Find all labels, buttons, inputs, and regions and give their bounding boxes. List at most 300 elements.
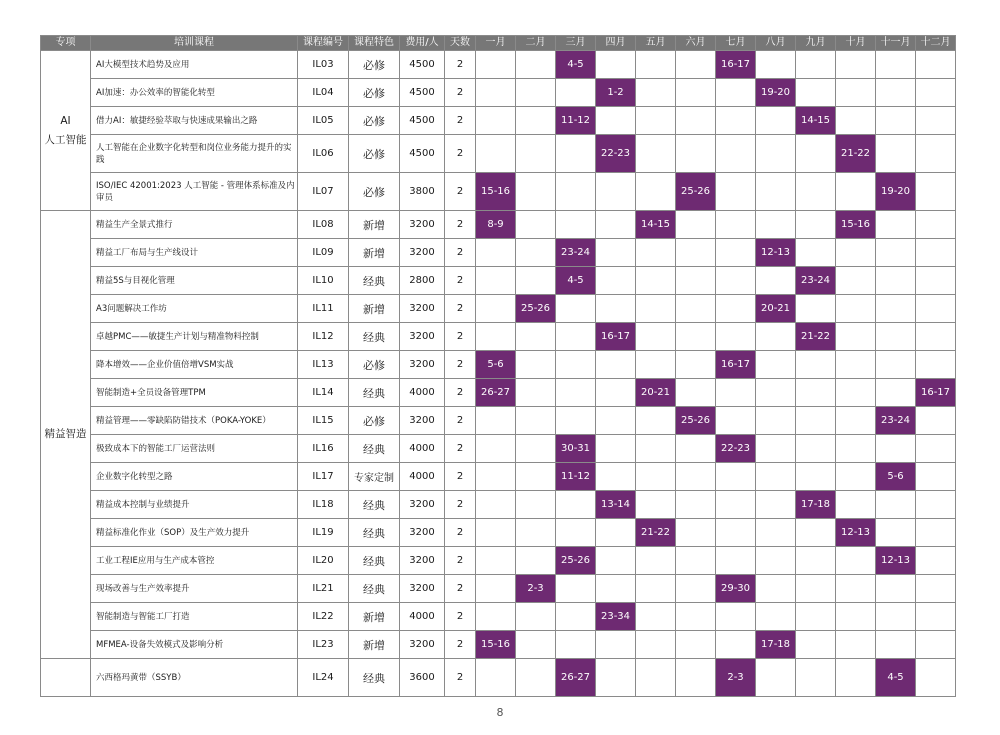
course-code: IL13: [298, 351, 349, 379]
category-label: AI: [60, 114, 71, 127]
schedule-empty: [596, 407, 636, 435]
schedule-empty: [756, 135, 796, 173]
course-fee: 4500: [400, 51, 445, 79]
schedule-empty: [676, 659, 716, 697]
course-name: ISO/IEC 42001:2023 人工智能 - 管理体系标准及内审员: [91, 173, 298, 211]
schedule-empty: [836, 575, 876, 603]
course-name: 现场改善与生产效率提升: [91, 575, 298, 603]
schedule-empty: [796, 547, 836, 575]
schedule-empty: [876, 575, 916, 603]
schedule-empty: [476, 519, 516, 547]
schedule-empty: [836, 239, 876, 267]
schedule-empty: [676, 107, 716, 135]
schedule-empty: [556, 519, 596, 547]
schedule-empty: [756, 463, 796, 491]
course-name: 精益生产全景式推行: [91, 211, 298, 239]
schedule-empty: [716, 267, 756, 295]
course-days: 2: [445, 547, 476, 575]
schedule-empty: [476, 547, 516, 575]
schedule-empty: [756, 491, 796, 519]
course-fee: 3200: [400, 407, 445, 435]
schedule-empty: [636, 435, 676, 463]
course-fee: 3200: [400, 491, 445, 519]
schedule-empty: [836, 267, 876, 295]
header-month: 五月: [636, 36, 676, 51]
table-row: [41, 407, 956, 435]
header-month: 七月: [716, 36, 756, 51]
course-days: 2: [445, 491, 476, 519]
schedule-date: 12-13: [836, 519, 876, 547]
schedule-empty: [916, 211, 956, 239]
schedule-empty: [476, 79, 516, 107]
header-month: 四月: [596, 36, 636, 51]
course-code: IL16: [298, 435, 349, 463]
schedule-empty: [636, 135, 676, 173]
schedule-empty: [836, 435, 876, 463]
schedule-empty: [676, 79, 716, 107]
header-month: 八月: [756, 36, 796, 51]
course-feature: 经典: [349, 519, 400, 547]
schedule-empty: [916, 267, 956, 295]
schedule-empty: [836, 631, 876, 659]
schedule-empty: [916, 239, 956, 267]
schedule-empty: [476, 107, 516, 135]
schedule-date: 11-12: [556, 463, 596, 491]
training-schedule-table: [40, 35, 956, 697]
schedule-empty: [916, 603, 956, 631]
schedule-empty: [516, 51, 556, 79]
category-cell: [41, 659, 91, 697]
schedule-empty: [876, 379, 916, 407]
schedule-empty: [636, 491, 676, 519]
schedule-empty: [676, 239, 716, 267]
schedule-empty: [756, 659, 796, 697]
course-feature: 必修: [349, 173, 400, 211]
schedule-empty: [836, 107, 876, 135]
schedule-date: 12-13: [756, 239, 796, 267]
course-feature: 专家定制: [349, 463, 400, 491]
schedule-empty: [876, 79, 916, 107]
schedule-date: 11-12: [556, 107, 596, 135]
table-row: [41, 351, 956, 379]
course-days: 2: [445, 407, 476, 435]
schedule-empty: [916, 547, 956, 575]
schedule-empty: [876, 435, 916, 463]
schedule-empty: [796, 435, 836, 463]
schedule-empty: [876, 51, 916, 79]
schedule-empty: [836, 323, 876, 351]
course-code: IL18: [298, 491, 349, 519]
course-name: 企业数字化转型之路: [91, 463, 298, 491]
header-month: 十月: [836, 36, 876, 51]
course-code: IL06: [298, 135, 349, 173]
schedule-date: 17-18: [756, 631, 796, 659]
course-fee: 4500: [400, 107, 445, 135]
schedule-date: 29-30: [716, 575, 756, 603]
table-row: [41, 135, 956, 173]
schedule-empty: [516, 173, 556, 211]
schedule-empty: [916, 575, 956, 603]
schedule-date: 1-2: [596, 79, 636, 107]
schedule-empty: [916, 463, 956, 491]
schedule-empty: [716, 631, 756, 659]
course-code: IL21: [298, 575, 349, 603]
schedule-empty: [796, 659, 836, 697]
table-row: [41, 463, 956, 491]
course-feature: 新增: [349, 631, 400, 659]
header-category: 专项: [41, 36, 91, 51]
course-name: 智能制造与智能工厂打造: [91, 603, 298, 631]
schedule-date: 15-16: [836, 211, 876, 239]
schedule-empty: [876, 603, 916, 631]
schedule-empty: [796, 135, 836, 173]
schedule-date: 12-13: [876, 547, 916, 575]
course-fee: 3800: [400, 173, 445, 211]
schedule-empty: [596, 295, 636, 323]
schedule-date: 13-14: [596, 491, 636, 519]
schedule-date: 26-27: [556, 659, 596, 697]
schedule-empty: [916, 323, 956, 351]
schedule-empty: [676, 575, 716, 603]
schedule-empty: [516, 463, 556, 491]
course-fee: 3200: [400, 631, 445, 659]
schedule-empty: [556, 379, 596, 407]
schedule-empty: [596, 463, 636, 491]
schedule-date: 23-34: [596, 603, 636, 631]
schedule-date: 21-22: [636, 519, 676, 547]
schedule-date: 16-17: [596, 323, 636, 351]
schedule-empty: [676, 211, 716, 239]
header-code: 课程编号: [298, 36, 349, 51]
schedule-empty: [916, 79, 956, 107]
schedule-empty: [836, 351, 876, 379]
course-name: 工业工程IE应用与生产成本管控: [91, 547, 298, 575]
schedule-date: 23-24: [556, 239, 596, 267]
course-feature: 必修: [349, 107, 400, 135]
course-code: IL24: [298, 659, 349, 697]
schedule-empty: [716, 547, 756, 575]
schedule-empty: [516, 107, 556, 135]
course-days: 2: [445, 211, 476, 239]
schedule-empty: [756, 323, 796, 351]
course-name: 精益标准化作业（SOP）及生产效力提升: [91, 519, 298, 547]
schedule-empty: [676, 547, 716, 575]
schedule-empty: [716, 603, 756, 631]
schedule-empty: [556, 211, 596, 239]
course-days: 2: [445, 435, 476, 463]
schedule-date: 5-6: [476, 351, 516, 379]
schedule-empty: [836, 659, 876, 697]
schedule-empty: [476, 135, 516, 173]
course-name: AI大模型技术趋势及应用: [91, 51, 298, 79]
schedule-empty: [596, 211, 636, 239]
schedule-empty: [796, 211, 836, 239]
schedule-empty: [836, 491, 876, 519]
schedule-empty: [636, 547, 676, 575]
table-row: [41, 295, 956, 323]
schedule-empty: [476, 323, 516, 351]
schedule-empty: [516, 267, 556, 295]
schedule-empty: [916, 135, 956, 173]
schedule-empty: [516, 407, 556, 435]
schedule-date: 25-26: [676, 407, 716, 435]
schedule-empty: [836, 547, 876, 575]
course-fee: 3600: [400, 659, 445, 697]
header-fee: 费用/人: [400, 36, 445, 51]
course-days: 2: [445, 267, 476, 295]
schedule-empty: [556, 173, 596, 211]
schedule-empty: [516, 659, 556, 697]
schedule-date: 8-9: [476, 211, 516, 239]
course-name: 降本增效——企业价值倍增VSM实战: [91, 351, 298, 379]
table-row: [41, 267, 956, 295]
schedule-empty: [476, 575, 516, 603]
schedule-empty: [796, 519, 836, 547]
schedule-empty: [556, 631, 596, 659]
schedule-empty: [516, 323, 556, 351]
schedule-empty: [876, 323, 916, 351]
schedule-empty: [756, 211, 796, 239]
schedule-empty: [636, 407, 676, 435]
schedule-empty: [636, 659, 676, 697]
schedule-date: 4-5: [876, 659, 916, 697]
schedule-date: 2-3: [516, 575, 556, 603]
course-name: 人工智能在企业数字化转型和岗位业务能力提升的实践: [91, 135, 298, 173]
category-label: 人工智能: [44, 133, 87, 146]
course-fee: 3200: [400, 211, 445, 239]
course-name: 精益成本控制与业绩提升: [91, 491, 298, 519]
course-feature: 经典: [349, 435, 400, 463]
table-row: [41, 379, 956, 407]
schedule-empty: [676, 463, 716, 491]
table-row: [41, 107, 956, 135]
course-days: 2: [445, 239, 476, 267]
schedule-empty: [636, 267, 676, 295]
schedule-empty: [916, 351, 956, 379]
course-code: IL09: [298, 239, 349, 267]
schedule-empty: [836, 379, 876, 407]
schedule-empty: [556, 79, 596, 107]
schedule-empty: [716, 407, 756, 435]
schedule-empty: [676, 491, 716, 519]
schedule-empty: [516, 603, 556, 631]
schedule-empty: [916, 107, 956, 135]
schedule-empty: [676, 631, 716, 659]
table-row: [41, 211, 956, 239]
schedule-empty: [596, 379, 636, 407]
course-feature: 新增: [349, 211, 400, 239]
schedule-empty: [796, 51, 836, 79]
schedule-empty: [716, 135, 756, 173]
course-fee: 3200: [400, 547, 445, 575]
schedule-empty: [556, 575, 596, 603]
course-feature: 必修: [349, 351, 400, 379]
schedule-empty: [796, 379, 836, 407]
schedule-empty: [596, 519, 636, 547]
schedule-empty: [596, 239, 636, 267]
schedule-date: 25-26: [676, 173, 716, 211]
schedule-date: 19-20: [756, 79, 796, 107]
schedule-empty: [796, 239, 836, 267]
course-code: IL12: [298, 323, 349, 351]
schedule-empty: [556, 491, 596, 519]
schedule-empty: [716, 379, 756, 407]
category-cell: [41, 51, 91, 211]
schedule-empty: [756, 435, 796, 463]
schedule-date: 21-22: [796, 323, 836, 351]
course-code: IL17: [298, 463, 349, 491]
course-code: IL14: [298, 379, 349, 407]
schedule-empty: [596, 659, 636, 697]
schedule-date: 19-20: [876, 173, 916, 211]
course-days: 2: [445, 295, 476, 323]
schedule-empty: [676, 519, 716, 547]
course-days: 2: [445, 463, 476, 491]
table-row: [41, 659, 956, 697]
course-days: 2: [445, 379, 476, 407]
schedule-empty: [716, 79, 756, 107]
table-row: [41, 603, 956, 631]
schedule-empty: [636, 631, 676, 659]
course-fee: 3200: [400, 239, 445, 267]
course-feature: 必修: [349, 135, 400, 173]
schedule-empty: [556, 135, 596, 173]
schedule-empty: [676, 603, 716, 631]
schedule-date: 20-21: [756, 295, 796, 323]
schedule-empty: [636, 603, 676, 631]
schedule-empty: [676, 323, 716, 351]
schedule-empty: [756, 407, 796, 435]
schedule-empty: [636, 323, 676, 351]
schedule-empty: [876, 519, 916, 547]
schedule-empty: [876, 631, 916, 659]
course-fee: 3200: [400, 575, 445, 603]
schedule-empty: [796, 295, 836, 323]
course-fee: 4500: [400, 79, 445, 107]
schedule-empty: [516, 491, 556, 519]
course-fee: 2800: [400, 267, 445, 295]
schedule-empty: [596, 631, 636, 659]
course-feature: 新增: [349, 295, 400, 323]
schedule-empty: [836, 79, 876, 107]
schedule-empty: [756, 519, 796, 547]
schedule-empty: [516, 211, 556, 239]
course-feature: 新增: [349, 603, 400, 631]
course-feature: 必修: [349, 407, 400, 435]
header-month: 十二月: [916, 36, 956, 51]
course-days: 2: [445, 107, 476, 135]
course-days: 2: [445, 659, 476, 697]
schedule-empty: [636, 463, 676, 491]
header-row: [41, 36, 956, 51]
course-code: IL23: [298, 631, 349, 659]
header-month: 九月: [796, 36, 836, 51]
schedule-empty: [916, 51, 956, 79]
course-name: AI加速：办公效率的智能化转型: [91, 79, 298, 107]
schedule-date: 22-23: [716, 435, 756, 463]
schedule-empty: [716, 173, 756, 211]
schedule-empty: [756, 547, 796, 575]
course-fee: 3200: [400, 295, 445, 323]
course-fee: 3200: [400, 351, 445, 379]
course-name: 卓越PMC——敏捷生产计划与精准物料控制: [91, 323, 298, 351]
course-code: IL08: [298, 211, 349, 239]
course-feature: 新增: [349, 239, 400, 267]
course-days: 2: [445, 631, 476, 659]
schedule-date: 25-26: [516, 295, 556, 323]
schedule-empty: [676, 135, 716, 173]
course-code: IL05: [298, 107, 349, 135]
course-code: IL19: [298, 519, 349, 547]
schedule-date: 17-18: [796, 491, 836, 519]
schedule-empty: [796, 575, 836, 603]
schedule-date: 14-15: [796, 107, 836, 135]
course-name: 六西格玛黄带（SSYB）: [91, 659, 298, 697]
schedule-date: 23-24: [796, 267, 836, 295]
schedule-empty: [476, 407, 516, 435]
schedule-date: 21-22: [836, 135, 876, 173]
schedule-empty: [676, 267, 716, 295]
schedule-empty: [716, 491, 756, 519]
schedule-empty: [756, 51, 796, 79]
category-cell: [41, 211, 91, 659]
course-days: 2: [445, 575, 476, 603]
schedule-empty: [756, 379, 796, 407]
schedule-empty: [476, 435, 516, 463]
course-feature: 经典: [349, 267, 400, 295]
course-feature: 经典: [349, 491, 400, 519]
schedule-empty: [636, 575, 676, 603]
course-name: MFMEA-设备失效模式及影响分析: [91, 631, 298, 659]
schedule-empty: [716, 323, 756, 351]
schedule-empty: [836, 463, 876, 491]
course-fee: 4000: [400, 435, 445, 463]
schedule-date: 20-21: [636, 379, 676, 407]
schedule-date: 26-27: [476, 379, 516, 407]
schedule-empty: [516, 239, 556, 267]
course-feature: 经典: [349, 379, 400, 407]
schedule-empty: [916, 295, 956, 323]
course-days: 2: [445, 351, 476, 379]
table-row: [41, 491, 956, 519]
course-feature: 必修: [349, 51, 400, 79]
schedule-empty: [476, 51, 516, 79]
schedule-date: 25-26: [556, 547, 596, 575]
schedule-date: 2-3: [716, 659, 756, 697]
schedule-empty: [836, 173, 876, 211]
schedule-empty: [596, 173, 636, 211]
table-row: [41, 631, 956, 659]
course-fee: 4000: [400, 379, 445, 407]
table-row: [41, 79, 956, 107]
schedule-date: 5-6: [876, 463, 916, 491]
course-days: 2: [445, 135, 476, 173]
schedule-date: 15-16: [476, 173, 516, 211]
course-code: IL15: [298, 407, 349, 435]
schedule-date: 16-17: [916, 379, 956, 407]
schedule-empty: [876, 239, 916, 267]
header-month: 十一月: [876, 36, 916, 51]
schedule-empty: [476, 491, 516, 519]
category-label: 精益智造: [44, 428, 87, 440]
schedule-empty: [676, 435, 716, 463]
schedule-date: 4-5: [556, 51, 596, 79]
schedule-empty: [596, 351, 636, 379]
schedule-empty: [556, 295, 596, 323]
course-feature: 经典: [349, 323, 400, 351]
course-name: A3问题解决工作坊: [91, 295, 298, 323]
course-fee: 4500: [400, 135, 445, 173]
